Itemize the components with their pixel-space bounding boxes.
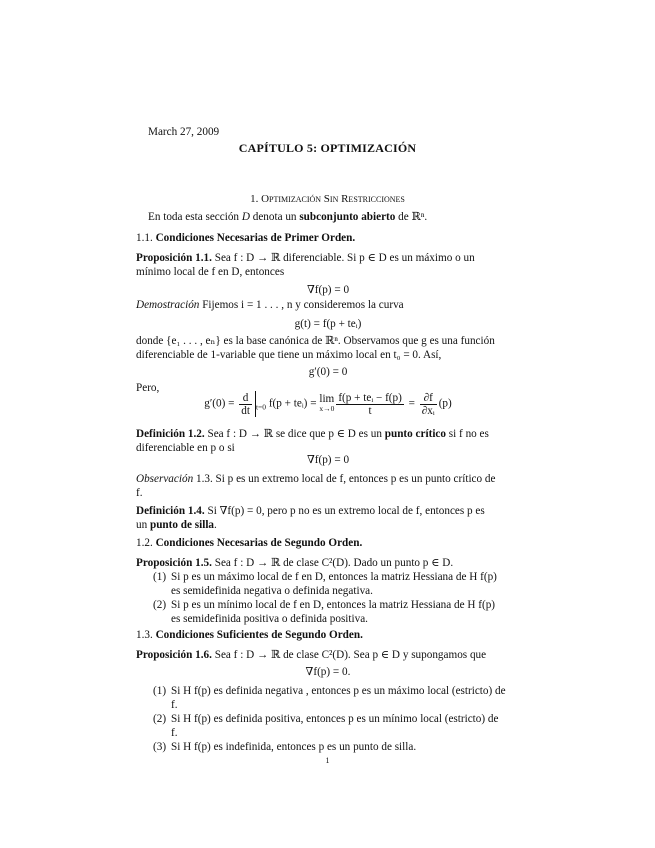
- list-item-number: (1): [153, 685, 167, 697]
- proof-line-1: donde {e₁ . . . , eₙ} es la base canónica de ℝⁿ. Observamos que g es una función: [136, 335, 495, 347]
- date: March 27, 2009: [148, 126, 220, 138]
- eq-frac-partial: [420, 392, 437, 417]
- eq-lhs: g′(0) =: [204, 397, 238, 410]
- definition-line-2: diferenciable en p o si: [136, 442, 235, 454]
- equation-gradient-zero: ∇f(p) = 0: [306, 284, 350, 296]
- proposition-text: Sea f : D → ℝ de clase C²(D). Sea p ∈ D y supongamos que: [211, 649, 487, 661]
- pero-text: Pero,: [136, 382, 160, 394]
- proposition-text-1: Sea f : D → ℝ diferenciable. Si p ∈ D es un máximo o un: [211, 252, 475, 264]
- subsection-number: 1.3.: [136, 629, 153, 641]
- definition-bold: punto crítico: [384, 428, 446, 440]
- subsection-1-1-heading: [136, 231, 520, 245]
- section-title: Optimización Sin Restricciones: [261, 193, 405, 205]
- proof-label: Demostración: [136, 299, 200, 311]
- observation-line-1: 1.3. Si p es un extremo local de f, entonces p es un punto crítico de: [193, 473, 496, 485]
- eq-limit: [319, 394, 334, 414]
- proposition-label: Proposición 1.1.: [136, 252, 212, 264]
- proof-text: Fijemos i = 1 . . . , n y consideremos la curva: [199, 299, 404, 311]
- proposition-1-1: [136, 251, 520, 279]
- definition-bold-2: punto de silla: [149, 519, 215, 531]
- intro-pre: En toda esta sección: [148, 211, 242, 223]
- equation-derivative-zero: g′(0) = 0: [308, 366, 348, 378]
- equation-curve: g(t) = f(p + teᵢ): [294, 318, 362, 330]
- eq-frac-f: [336, 392, 404, 417]
- proposition-1-5-list: [136, 570, 520, 626]
- observation-line-2: f.: [136, 487, 143, 499]
- proof-line-2: diferenciable de 1-variable que tiene un máximo local en t₀ = 0. Así,: [136, 349, 442, 361]
- list-item: [136, 740, 520, 754]
- list-item-line-2: f.: [171, 699, 178, 711]
- subsection-1-2-heading: [136, 536, 520, 550]
- definition-label: Definición 1.4.: [136, 505, 205, 517]
- definition-label: Definición 1.2.: [136, 428, 205, 440]
- list-item-line-1: Si H f(p) es definida negativa , entonces p es un máximo local (estricto) de: [171, 685, 506, 697]
- list-item-line-2: es semidefinida negativa o definida negativa.: [171, 585, 373, 597]
- proposition-label: Proposición 1.5.: [136, 557, 212, 569]
- proposition-label: Proposición 1.6.: [136, 649, 212, 661]
- eq-f-num: f(p + teᵢ − f(p): [338, 391, 402, 404]
- intro-mid: denota un: [249, 211, 300, 223]
- proposition-1-6-list: [136, 684, 520, 754]
- eq-d-num: d: [239, 392, 252, 405]
- list-item: [136, 684, 520, 712]
- proposition-text-2: mínimo local de f en D, entonces: [136, 266, 285, 278]
- proposition-1-6: [136, 648, 520, 662]
- list-item-line-2: es semidefinida positiva o definida positiva.: [171, 613, 368, 625]
- eq-mid: f(p + teᵢ) =: [266, 397, 320, 410]
- eq-f-den: t: [368, 404, 372, 417]
- list-item-line-1: Si p es un máximo local de f en D, entonces la matriz Hessiana de H f(p): [171, 571, 497, 583]
- eq-frac-d: [239, 392, 252, 417]
- definition-1-4: [136, 504, 520, 532]
- eq-eval-sub: t=0: [255, 402, 267, 412]
- definition-pre: Sea f : D → ℝ se dice que p ∈ D es un: [204, 428, 385, 440]
- eq-eval-bar: [255, 391, 256, 417]
- definition-post-2: .: [214, 519, 217, 531]
- proposition-1-5: [136, 556, 520, 570]
- subsection-number: 1.1.: [136, 232, 153, 244]
- eq-d-den: dt: [241, 404, 250, 417]
- list-item: [136, 570, 520, 598]
- proof-paragraph: [136, 334, 520, 362]
- list-item-number: (2): [153, 599, 167, 611]
- definition-post: si f no es: [445, 428, 489, 440]
- definition-1-2: [136, 427, 520, 455]
- subsection-title: Condiciones Suficientes de Segundo Orden.: [155, 629, 363, 641]
- list-item-line-2: f.: [171, 727, 178, 739]
- eq-lim-sub: x→0: [319, 404, 335, 413]
- observation-label: Observación: [136, 473, 194, 485]
- list-item-number: (3): [153, 741, 167, 753]
- definition-pre-2: un: [136, 519, 150, 531]
- eq-p-num: ∂f: [420, 392, 437, 405]
- list-item: [136, 598, 520, 626]
- chapter-title: CAPÍTULO 5: OPTIMIZACIÓN: [238, 141, 417, 155]
- intro-post: de ℝⁿ.: [395, 211, 428, 223]
- eq-tail: (p): [438, 397, 452, 410]
- proof-intro: [136, 298, 520, 312]
- list-item-line-1: Si H f(p) es indefinida, entonces p es un punto de silla.: [171, 741, 417, 753]
- subsection-number: 1.2.: [136, 537, 153, 549]
- subsection-title: Condiciones Necesarias de Primer Orden.: [155, 232, 356, 244]
- list-item: [136, 712, 520, 740]
- list-item-number: (2): [153, 713, 167, 725]
- list-item-line-1: Si H f(p) es definida positiva, entonces p es un mínimo local (estricto) de: [171, 713, 499, 725]
- observation-1-3: [136, 472, 520, 500]
- equation-gradient-zero-2: ∇f(p) = 0: [306, 454, 350, 466]
- eq-equals: =: [405, 397, 418, 410]
- intro-bold: subconjunto abierto: [299, 211, 396, 223]
- eq-lim: lim: [319, 393, 335, 405]
- eq-p-den: ∂xᵢ: [421, 404, 435, 417]
- equation-limit: [136, 391, 520, 427]
- list-item-line-1: Si p es un mínimo local de f en D, entonces la matriz Hessiana de H f(p): [171, 599, 496, 611]
- section-heading: [0, 192, 655, 206]
- intro-paragraph: [136, 210, 520, 224]
- subsection-1-3-heading: [136, 628, 520, 642]
- page-number: 1: [325, 756, 330, 765]
- intro-var: D: [241, 211, 250, 223]
- section-number: 1.: [250, 193, 259, 205]
- list-item-number: (1): [153, 571, 167, 583]
- subsection-title: Condiciones Necesarias de Segundo Orden.: [155, 537, 363, 549]
- definition-line-1: Si ∇f(p) = 0, pero p no es un extremo local de f, entonces p es: [204, 505, 485, 517]
- proposition-text: Sea f : D → ℝ de clase C²(D). Dado un punto p ∈ D.: [211, 557, 454, 569]
- equation-gradient-zero-3: ∇f(p) = 0.: [305, 666, 351, 678]
